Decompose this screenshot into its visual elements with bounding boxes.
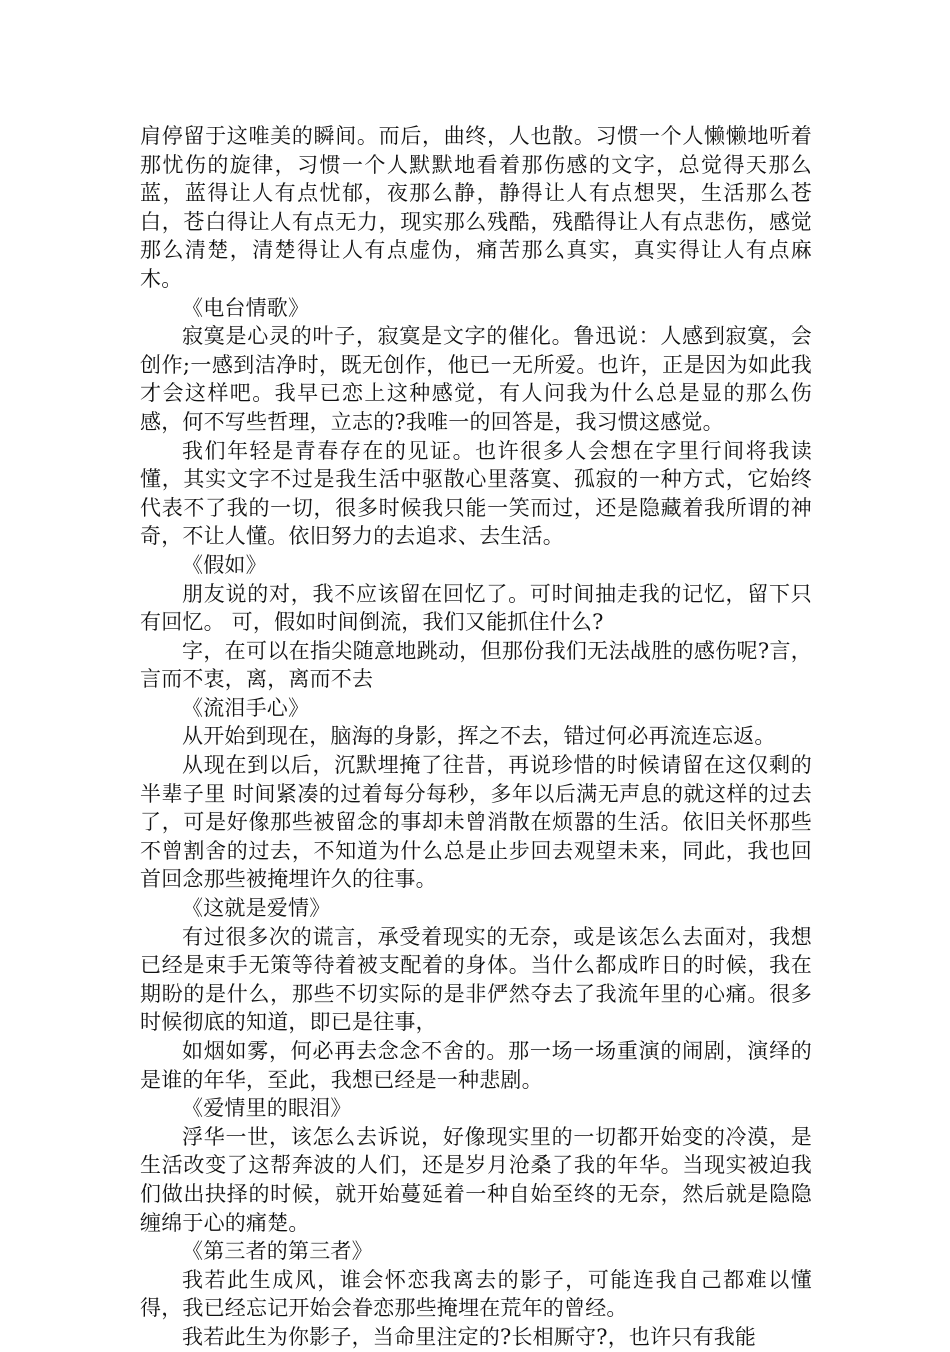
document-body bbox=[140, 122, 812, 1352]
paragraph-17: 我若此生为你影子，当命里注定的?长相厮守?，也许只有我能 bbox=[182, 1324, 757, 1349]
paragraph-3: 我们年轻是青春存在的见证。也许很多人会想在字里行间将我读懂，其实文字不过是我生活中驱散心里落寞、孤寂的一种方式，它始终代表不了我的一切，很多时候我只能一笑而过，还是隐藏着我所谓的神奇，不让人懂。依旧努力的去追求、去生活。 bbox=[140, 438, 812, 549]
paragraph-9: 从现在到以后，沉默埋掩了往昔，再说珍惜的时候请留在这仅剩的半辈子里 时间紧凑的过着每分每秒，多年以后满无声息的就这样的过去了，可是好像那些被留念的事却未曾消散在烦嚣的生活。依旧关怀那些不曾割舍的过去，不知道为什么总是止步回去观望未来，同此，我也回首回念那些被掩埋许久的往事。 bbox=[140, 753, 812, 892]
section-title-di-san-zhe-de-di-san-zhe: 《第三者的第三者》 bbox=[182, 1239, 373, 1264]
paragraph-0: 肩停留于这唯美的瞬间。而后，曲终，人也散。习惯一个人懒懒地听着那忧伤的旋律，习惯一个人默默地看着那伤感的文字，总觉得天那么蓝，蓝得让人有点忧郁，夜那么静，静得让人有点想哭，生活那么苍白，苍白得让人有点无力，现实那么残酷，残酷得让人有点悲伤，感觉那么清楚，清楚得让人有点虚伪，痛苦那么真实，真实得让人有点麻木。 bbox=[140, 124, 812, 291]
paragraph-11: 有过很多次的谎言，承受着现实的无奈，或是该怎么去面对，我想已经是束手无策等待着被支配着的身体。当什么都成昨日的时候，我在期盼的是什么，那些不切实际的是非俨然夺去了我流年里的心痛。很多时候彻底的知道，即已是往事， bbox=[140, 924, 812, 1035]
paragraph-5: 朋友说的对，我不应该留在回忆了。可时间抽走我的记忆，留下只有回忆。 可，假如时间倒流，我们又能抓住什么? bbox=[140, 581, 812, 635]
paragraph-14: 浮华一世，该怎么去诉说，好像现实里的一切都开始变的冷漠，是生活改变了这帮奔波的人们，还是岁月沧桑了我的年华。当现实被迫我们做出抉择的时候，就开始蔓延着一种自始至终的无奈，然后就是隐隐缠绵于心的痛楚。 bbox=[140, 1124, 812, 1235]
paragraph-12: 如烟如雾，何必再去念念不舍的。那一场一场重演的闹剧，演绎的是谁的年华，至此，我想已经是一种悲剧。 bbox=[140, 1039, 812, 1092]
section-title-dian-tai-qing-ge: 《电台情歌》 bbox=[182, 295, 310, 320]
paragraph-6: 字，在可以在指尖随意地跳动，但那份我们无法战胜的感伤呢?言，言而不衷，离，离而不去 bbox=[140, 638, 812, 692]
paragraph-16: 我若此生成风，谁会怀恋我离去的影子，可能连我自己都难以懂得，我已经忘记开始会眷恋那些掩埋在荒年的曾经。 bbox=[140, 1267, 812, 1321]
paragraph-8: 从开始到现在，脑海的身影，挥之不去，错过何必再流连忘返。 bbox=[182, 724, 776, 749]
section-title-jia-ru: 《假如》 bbox=[182, 552, 267, 577]
section-title-ai-qing-li-de-yan-lei: 《爱情里的眼泪》 bbox=[182, 1096, 352, 1121]
paragraph-2: 寂寞是心灵的叶子，寂寞是文字的催化。鲁迅说：人感到寂寞，会创作;一感到洁净时，既无创作，他已一无所爱。也许，正是因为如此我才会这样吧。我早已恋上这种感觉，有人问我为什么总是显的那么伤感，何不写些哲理，立志的?我唯一的回答是，我习惯这感觉。 bbox=[140, 324, 812, 434]
section-title-zhe-jiu-shi-ai-qing: 《这就是爱情》 bbox=[182, 896, 331, 921]
section-title-liu-lei-shou-xin: 《流泪手心》 bbox=[182, 695, 310, 720]
